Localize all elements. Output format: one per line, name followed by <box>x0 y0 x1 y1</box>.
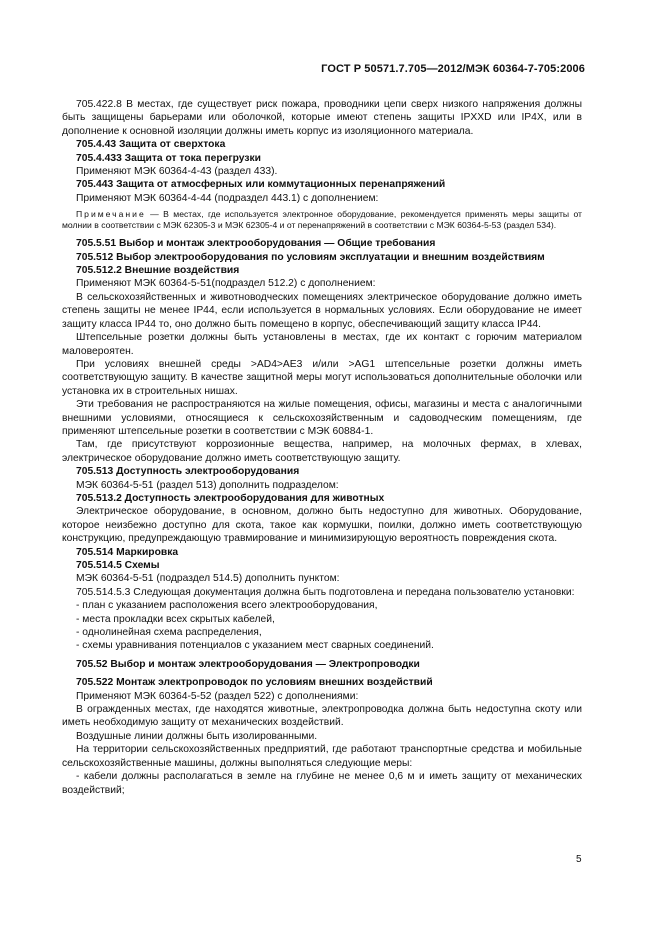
paragraph: Применяют МЭК 60364-5-52 (раздел 522) с дополнениями: <box>76 690 359 702</box>
paragraph: МЭК 60364-5-51 (раздел 513) дополнить подразделом: <box>76 479 339 491</box>
paragraph: В огражденных местах, где находятся животные, электропроводка должна быть недоступна скоту или иметь необходимую защиту от механических воздействий. <box>62 704 582 729</box>
section-heading: 705.4.433 Защита от тока перегрузки <box>76 152 261 164</box>
note-label: Примечание <box>76 209 146 220</box>
paragraph: Применяют МЭК 60364-4-44 (подраздел 443.1) с дополнением: <box>76 192 379 204</box>
paragraph: Применяют МЭК 60364-5-51(подраздел 512.2) с дополнением: <box>76 278 376 290</box>
paragraph: Там, где присутствуют коррозионные вещества, например, на молочных фермах, в хлевах, электрическое оборудование должно иметь соответствующую защиту. <box>62 439 582 464</box>
paragraph: При условиях внешней среды >AD4>AE3 и/или >AG1 штепсельные розетки должны иметь соответствующую защиту. В качестве защитной меры могут использоваться дополнительные оболочки или установка их в строительных нишах. <box>62 358 582 397</box>
list-item: - план с указанием расположения всего электрооборудования, <box>76 600 378 612</box>
note-paragraph <box>62 209 582 231</box>
paragraph: В сельскохозяйственных и животноводческих помещениях электрическое оборудование должно иметь степень защиты не менее IP44, если используется в нормальных условиях. Если оборудование не имеет защиту класса IP44 то, оно должно быть помещено в корпус, обеспечивающий защиту класса IP44. <box>62 291 582 330</box>
section-heading: 705.514.5 Схемы <box>76 560 160 571</box>
document-body <box>62 98 582 797</box>
paragraph: Воздушные линии должны быть изолированными. <box>76 730 318 742</box>
section-heading: 705.512.2 Внешние воздействия <box>76 265 240 277</box>
paragraph: - кабели должны располагаться в земле на глубине не менее 0,6 м и иметь защиту от механических воздействий; <box>62 771 582 796</box>
section-heading: 705.443 Защита от атмосферных или коммутационных перенапряжений <box>76 179 446 191</box>
section-heading: 705.513.2 Доступность электрооборудования для животных <box>76 492 385 504</box>
section-heading: 705.522 Монтаж электропроводок по условиям внешних воздействий <box>76 677 433 689</box>
paragraph: 705.422.8 В местах, где существует риск пожара, проводники цепи сверх низкого напряжения должны быть защищены барьерами или оболочкой, которые имеют степень защиты IPXXD или IP4X, или в дополнение к основной изоляции должны иметь корпус из изоляционного материала. <box>62 99 582 137</box>
standard-header: ГОСТ Р 50571.7.705—2012/МЭК 60364-7-705:2006 <box>321 63 585 75</box>
note-text: — В местах, где используется электронное оборудование, рекомендуется применять меры защиты от молнии в соответствии с МЭК 62305-3 и МЭК 62305-4 и от перенапряжений в соответствии с МЭК 60364-5-53 (раздел 534). <box>62 209 582 231</box>
list-item: - схемы уравнивания потенциалов с указанием мест сварных соединений. <box>76 640 434 652</box>
paragraph: Электрическое оборудование, в основном, должно быть недоступно для животных. Оборудование, которое неизбежно доступно для скота, такое как кормушки, поилки, должно иметь соответствующую конструкцию, предупреждающую травмирование и минимизирующую вероятность повреждения скота. <box>62 506 582 545</box>
paragraph: Применяют МЭК 60364-4-43 (раздел 433). <box>76 166 278 178</box>
paragraph: Штепсельные розетки должны быть установлены в местах, где их контакт с горючим материалом маловероятен. <box>62 332 582 357</box>
section-heading: 705.52 Выбор и монтаж электрооборудования — Электропроводки <box>76 658 420 670</box>
section-heading: 705.4.43 Защита от сверхтока <box>76 139 226 151</box>
paragraph: На территории сельскохозяйственных предприятий, где работают транспортные средства и мобильные сельскохозяйственные машины, должны выполняться следующие меры: <box>62 744 582 769</box>
list-item: - однолинейная схема распределения, <box>76 627 262 639</box>
paragraph: МЭК 60364-5-51 (подраздел 514.5) дополнить пунктом: <box>76 573 340 585</box>
list-item: - места прокладки всех скрытых кабелей, <box>76 613 275 625</box>
section-heading: 705.513 Доступность электрооборудования <box>76 466 300 478</box>
paragraph: 705.514.5.3 Следующая документация должна быть подготовлена и передана пользователю установки: <box>76 586 575 598</box>
page-number: 5 <box>576 854 582 865</box>
paragraph: Эти требования не распространяются на жилые помещения, офисы, магазины и места с аналогичными внешними условиями, относящиеся к сельскохозяйственным и садоводческим помещениям, где применяют штепсельные розетки в соответствии с МЭК 60884-1. <box>62 399 582 437</box>
section-heading: 705.5.51 Выбор и монтаж электрооборудования — Общие требования <box>76 238 436 250</box>
section-heading: 705.512 Выбор электрооборудования по условиям эксплуатации и внешним воздействиям <box>76 251 545 263</box>
section-heading: 705.514 Маркировка <box>76 546 179 558</box>
